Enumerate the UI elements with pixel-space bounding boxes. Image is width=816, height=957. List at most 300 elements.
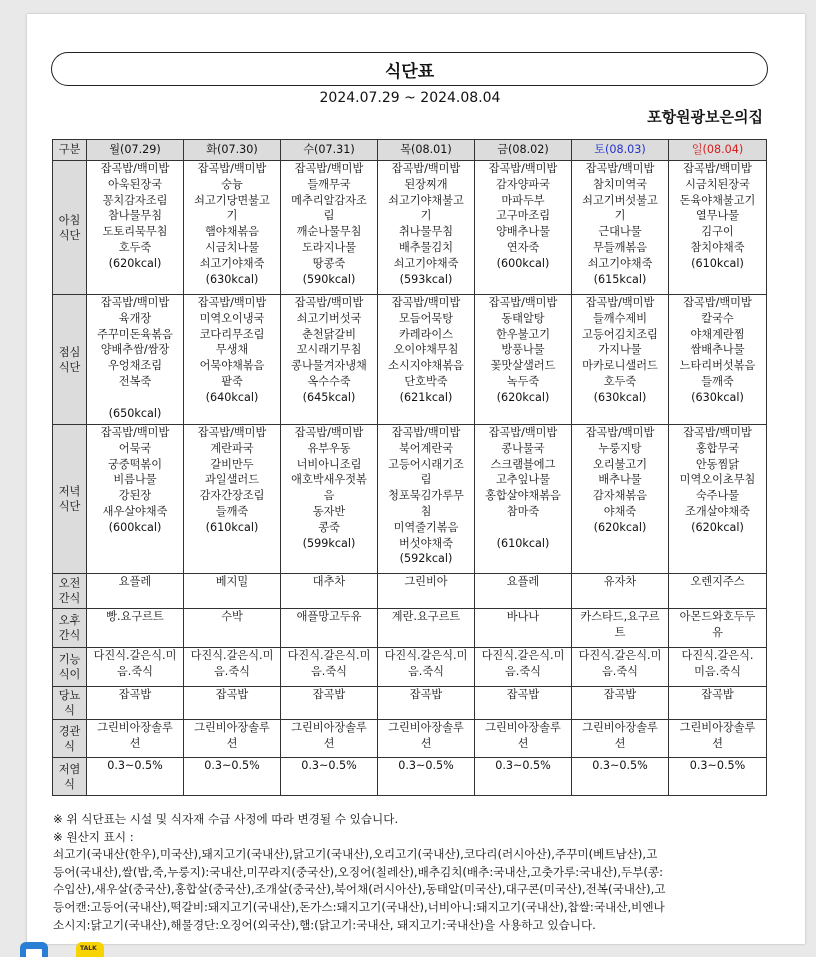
menu-item-line: 쌈배추나물 (690, 343, 745, 357)
menu-item-line: 쇠고기야채죽 (587, 256, 653, 270)
menu-item-line: 배추나물 (598, 473, 642, 487)
menu-item-line: 감자간장조림 (199, 489, 265, 503)
lunch-menu-mon (87, 295, 184, 425)
pm-snack-fri (475, 609, 572, 648)
pm-snack-label-line: 간식 (58, 629, 81, 642)
menu-item-line: 참나물무침 (107, 209, 163, 223)
menu-item-line: 시금치나물 (204, 240, 260, 254)
menu-item-line: 방풍나물 (501, 343, 545, 357)
menu-item-line: 돈육야채불고기 (679, 193, 756, 207)
menu-item-line: 육개장 (118, 311, 152, 325)
origin-line: 등어(국내산),쌀(밥,죽,누룽지):국내산,미꾸라지(중국산),오징어(칠레산),배추김치(배추:국내산,고춧가루:국내산),두부(콩: (53, 864, 664, 879)
page-title (51, 52, 768, 86)
functional-diet-line: 미음.죽식 (694, 664, 741, 678)
functional-diet-line: 다진식.갈은식.미 (287, 649, 371, 662)
menu-item-line: 참치미역국 (592, 177, 648, 191)
functional-diet-line: 음.죽식 (408, 664, 444, 678)
menu-item-line: 버섯야채죽 (398, 536, 454, 550)
am-snack-line: 대추차 (312, 575, 346, 588)
low-salt-diet-line: 0.3~0.5% (107, 759, 163, 772)
tube-feeding-label (53, 720, 87, 758)
functional-diet-line: 다진식.갈은식.미 (384, 649, 468, 662)
menu-item-line: 애호박새우젓볶 (291, 473, 367, 487)
menu-item-line: 전복죽 (118, 374, 152, 388)
lunch-row (53, 295, 767, 425)
menu-item-line: 잡곡밥/백미밥 (683, 296, 752, 309)
menu-item-line: 홍합살야채볶음 (485, 489, 561, 503)
menu-item-line: 미역오이초무침 (679, 473, 756, 487)
pm-snack-label-line: 오후 (58, 614, 81, 627)
menu-item-line: 동태알탕 (501, 311, 545, 325)
menu-item-line: 메추리알감자조 (291, 193, 367, 207)
functional-diet-label-line: 식이 (58, 668, 81, 681)
breakfast-menu-thu (378, 161, 475, 295)
functional-diet-line: 음.죽식 (117, 664, 153, 678)
menu-item-line: 가지나물 (598, 343, 642, 357)
functional-diet-row (53, 648, 767, 687)
lunch-menu-wed (281, 295, 378, 425)
menu-item-line: 스크램블에그 (490, 457, 556, 471)
low-salt-diet-line: 0.3~0.5% (495, 759, 551, 772)
tube-feeding-sun (669, 720, 767, 758)
functional-diet-line: 다진식.갈은식.미 (93, 649, 177, 662)
diabetic-diet-fri (475, 687, 572, 720)
menu-item-line: 유부우동 (307, 441, 351, 455)
menu-item-line: 감자양파국 (495, 177, 551, 191)
tube-feeding-label-line: 식 (64, 739, 75, 753)
dinner-menu-tue (184, 425, 281, 574)
pm-snack-line: 계란.요구르트 (391, 610, 461, 623)
low-salt-diet-label (53, 758, 87, 796)
menu-item-line: 연자죽 (506, 240, 540, 254)
lunch-label-line: 점심 (58, 345, 81, 359)
tube-feeding-line: 션 (420, 736, 432, 750)
tube-feeding-label-line: 경관 (58, 724, 81, 738)
menu-item-line: 잡곡밥/백미밥 (585, 162, 655, 175)
tube-feeding-line: 그린비아장솔루 (485, 721, 561, 734)
menu-item-line: 콩나물국 (501, 441, 545, 455)
origin-line: 수입산),새우살(중국산),홍합살(중국산),조개살(중국산),북어채(러시아산),동태알(미국산),대구콘(미국산),전복(국내산),고 (53, 882, 666, 897)
menu-item-line: (650kcal) (108, 406, 162, 420)
menu-item-line: 들깨죽 (701, 374, 734, 388)
diabetic-diet-label-line: 당뇨 (58, 689, 81, 702)
tube-feeding-row (53, 720, 767, 758)
am-snack-wed (281, 574, 378, 609)
menu-item-line: 녹두죽 (506, 374, 540, 388)
day-header-thu: 목(08.01) (378, 140, 475, 161)
functional-diet-tue (184, 648, 281, 687)
menu-item-line: (620kcal) (691, 520, 744, 534)
tube-feeding-line: 그린비아장솔루 (194, 721, 270, 734)
pm-snack-label (53, 609, 87, 648)
menu-item-line: (600kcal) (496, 256, 550, 270)
diabetic-diet-line: 잡곡밥 (603, 688, 637, 701)
header-row (53, 140, 767, 161)
menu-item-line: 햄야채볶음 (204, 225, 260, 239)
functional-diet-line: 다진식.갈은식. (681, 649, 754, 662)
diabetic-diet-sun (669, 687, 767, 720)
menu-item-line: 아욱된장국 (107, 177, 163, 191)
functional-diet-line: 음.죽식 (311, 664, 347, 678)
pm-snack-line: 유 (712, 625, 723, 639)
am-snack-line: 유자차 (603, 575, 637, 588)
diabetic-diet-line: 잡곡밥 (118, 688, 152, 701)
menu-item-line: 기 (614, 209, 626, 223)
functional-diet-line: 다진식.갈은식.미 (578, 649, 662, 662)
menu-item-line: (621kcal) (399, 390, 453, 404)
menu-item-line: 무들깨볶음 (592, 240, 648, 254)
am-snack-thu (378, 574, 475, 609)
document-page (27, 14, 805, 944)
menu-item-line: 양배추쌈/쌈장 (100, 343, 170, 357)
menu-item-line: 비름나물 (113, 473, 157, 487)
am-snack-mon (87, 574, 184, 609)
menu-item-line: 야채계란찜 (690, 327, 745, 341)
low-salt-diet-row (53, 758, 767, 796)
menu-item-line: (593kcal) (399, 272, 453, 286)
origin-info (53, 846, 771, 934)
menu-item-line: 잡곡밥/백미밥 (197, 426, 267, 439)
menu-item-line: 모듬어묵탕 (398, 311, 454, 325)
breakfast-row (53, 161, 767, 295)
menu-item-line: 시금치된장국 (685, 177, 750, 191)
day-header-tue: 화(07.30) (184, 140, 281, 161)
dinner-menu-mon (87, 425, 184, 574)
menu-item-line: 우엉채조림 (107, 359, 163, 373)
menu-item-line: 동자반 (312, 504, 346, 518)
menu-item-line: (610kcal) (496, 536, 550, 550)
menu-item-line (477, 520, 569, 536)
tube-feeding-line: 션 (712, 736, 723, 750)
diabetic-diet-line: 잡곡밥 (312, 688, 346, 701)
tube-feeding-sat (572, 720, 669, 758)
menu-item-line: 미역줄기볶음 (393, 520, 459, 534)
menu-item-line: 들깨무국 (307, 177, 351, 191)
am-snack-sat (572, 574, 669, 609)
tube-feeding-wed (281, 720, 378, 758)
corner-label: 구분 (53, 140, 87, 161)
menu-item-line: 꼬시래기무침 (296, 343, 362, 357)
menu-item-line: 오리불고기 (592, 457, 648, 471)
menu-item-line: 잡곡밥/백미밥 (294, 426, 364, 439)
menu-item-line: 고추잎나물 (495, 473, 551, 487)
menu-item-line: 소시지야채볶음 (388, 359, 464, 373)
menu-item-line: 쇠고기야채불고 (388, 193, 464, 207)
functional-diet-line: 다진식.갈은식.미 (481, 649, 565, 662)
menu-item-line: 잡곡밥/백미밥 (100, 162, 170, 175)
menu-item-line: 고구마조림 (495, 209, 551, 223)
am-snack-fri (475, 574, 572, 609)
dinner-menu-fri (475, 425, 572, 574)
breakfast-menu-fri (475, 161, 572, 295)
tube-feeding-tue (184, 720, 281, 758)
menu-item-line: 깨순나물무침 (296, 225, 362, 239)
menu-item-line: 청포묵김가루무 (388, 489, 464, 503)
menu-item-line: 감자채볶음 (592, 489, 648, 503)
origin-line: 등어캔:고등어(국내산),떡갈비:돼지고기(국내산),돈가스:돼지고기(국내산),너비아니:돼지고기(국내산),찹쌀:국내산,비엔나 (53, 899, 665, 914)
menu-item-line: 근대나물 (598, 225, 642, 239)
tube-feeding-line: 션 (614, 736, 626, 750)
taskbar (0, 940, 816, 957)
menu-item-line: 배추물김치 (398, 240, 454, 254)
menu-item-line: 도토리묵무침 (102, 225, 168, 239)
breakfast-label (53, 161, 87, 295)
breakfast-menu-tue (184, 161, 281, 295)
menu-item-line: 들깨수제비 (592, 311, 648, 325)
functional-diet-mon (87, 648, 184, 687)
menu-item-line: 계란파국 (210, 441, 254, 455)
tube-feeding-line: 그린비아장솔루 (582, 721, 658, 734)
menu-item-line: 조개살야채죽 (685, 504, 750, 518)
dinner-label-line: 식단 (58, 500, 81, 513)
date-range: 2024.07.29 ~ 2024.08.04 (319, 90, 501, 106)
menu-item-line: 꽁치감자조림 (102, 193, 168, 207)
pm-snack-row (53, 609, 767, 648)
diabetic-diet-line: 잡곡밥 (215, 688, 249, 701)
am-snack-line: 요플레 (506, 575, 540, 588)
pm-snack-thu (378, 609, 475, 648)
tube-feeding-line: 그린비아장솔루 (97, 721, 173, 734)
tube-feeding-line: 그린비아장솔루 (291, 721, 367, 734)
pm-snack-line: 애플망고두유 (296, 610, 362, 623)
lunch-menu-tue (184, 295, 281, 425)
day-header-wed: 수(07.31) (281, 140, 378, 161)
origin-line: 소시지:닭고기(국내산),해물경단:오징어(외국산),햄:(닭고기:국내산, 돼지고기:국내산)을 사용하고 있습니다. (53, 917, 596, 932)
menu-item-line: 주꾸미돈육볶음 (97, 327, 173, 341)
pm-snack-tue (184, 609, 281, 648)
breakfast-label-line: 식단 (58, 228, 81, 242)
menu-item-line: 호두죽 (603, 374, 637, 388)
breakfast-menu-wed (281, 161, 378, 295)
menu-item-line: 새우살야채죽 (102, 504, 168, 518)
diabetic-diet-mon (87, 687, 184, 720)
menu-item-line: 궁중떡볶이 (107, 457, 163, 471)
lunch-menu-sat (572, 295, 669, 425)
low-salt-diet-line: 0.3~0.5% (204, 759, 260, 772)
menu-item-line: 참치야채죽 (690, 240, 745, 254)
menu-item-line: 꽃맛살샐러드 (490, 359, 556, 373)
functional-diet-sat (572, 648, 669, 687)
menu-item-line: 도라지나물 (301, 240, 357, 254)
menu-item-line: 어묵국 (118, 441, 152, 455)
breakfast-label-line: 아침 (58, 213, 81, 227)
tube-feeding-line: 션 (129, 736, 141, 750)
menu-item-line: 코다리무조림 (199, 327, 265, 341)
menu-item-line: 열무나물 (695, 209, 740, 223)
low-salt-diet-sun (669, 758, 767, 796)
low-salt-diet-sat (572, 758, 669, 796)
menu-item-line: 강된장 (118, 489, 152, 503)
functional-diet-sun (669, 648, 767, 687)
organization-name: 포항원광보은의집 (647, 108, 763, 126)
functional-diet-fri (475, 648, 572, 687)
menu-item-line: 마파두부 (501, 193, 545, 207)
menu-item-line: (630kcal) (691, 390, 744, 404)
menu-item-line: 잡곡밥/백미밥 (100, 296, 170, 309)
lunch-menu-fri (475, 295, 572, 425)
dinner-label-line: 저녁 (58, 485, 81, 498)
diabetic-diet-thu (378, 687, 475, 720)
menu-item-line: (630kcal) (205, 272, 259, 286)
day-header-mon: 월(07.29) (87, 140, 184, 161)
menu-item-line: 미역오이냉국 (199, 311, 265, 325)
origin-heading: ※ 원산지 표시 : (53, 829, 134, 844)
low-salt-diet-mon (87, 758, 184, 796)
menu-item-line: 쇠고기야채죽 (199, 256, 265, 270)
am-snack-line: 요플레 (118, 575, 152, 588)
menu-item-line: 칼국수 (701, 311, 734, 325)
am-snack-sun (669, 574, 767, 609)
menu-item-line: (640kcal) (205, 390, 259, 404)
breakfast-menu-sat (572, 161, 669, 295)
low-salt-diet-thu (378, 758, 475, 796)
low-salt-diet-fri (475, 758, 572, 796)
menu-item-line: 쇠고기버섯국 (296, 311, 362, 325)
menu-item-line: 잡곡밥/백미밥 (488, 162, 558, 175)
tube-feeding-line: 션 (517, 736, 529, 750)
menu-item-line: 잡곡밥/백미밥 (294, 162, 364, 175)
tube-feeding-line: 션 (226, 736, 238, 750)
day-header-sat: 토(08.03) (572, 140, 669, 161)
am-snack-line: 오렌지주스 (690, 575, 745, 588)
menu-item-line: 춘천닭갈비 (301, 327, 357, 341)
origin-line: 쇠고기(국내산(한우),미국산),돼지고기(국내산),닭고기(국내산),오리고기(국내산),코다리(러시아산),주꾸미(베트남산),고 (53, 847, 658, 862)
change-notice: ※ 위 식단표는 시설 및 식자재 수급 사정에 따라 변경될 수 있습니다. (53, 812, 399, 826)
diabetic-diet-sat (572, 687, 669, 720)
menu-item-line: 취나물무침 (398, 225, 454, 239)
menu-item-line: (610kcal) (691, 256, 744, 270)
menu-item-line: 오이야채무침 (393, 343, 459, 357)
menu-item-line: 땅콩죽 (312, 256, 346, 270)
functional-diet-wed (281, 648, 378, 687)
dinner-label (53, 425, 87, 574)
pm-snack-line: 바나나 (506, 610, 540, 623)
tube-feeding-line: 그린비아장솔루 (679, 721, 756, 734)
tube-feeding-line: 션 (323, 736, 335, 750)
tube-feeding-fri (475, 720, 572, 758)
menu-item-line: (592kcal) (399, 552, 453, 566)
menu-item-line: 안동찜닭 (695, 457, 740, 471)
menu-item-line: 기 (420, 209, 432, 223)
low-salt-diet-wed (281, 758, 378, 796)
am-snack-label (53, 574, 87, 609)
menu-item-line: (600kcal) (108, 520, 162, 534)
low-salt-diet-line: 0.3~0.5% (592, 759, 648, 772)
diabetic-diet-line: 잡곡밥 (409, 688, 443, 701)
dinner-menu-sun (669, 425, 767, 574)
menu-item-line: 들깨죽 (215, 504, 249, 518)
menu-item-line: 북어계란국 (398, 441, 454, 455)
notes (53, 811, 771, 934)
functional-diet-line: 음.죽식 (214, 664, 250, 678)
menu-item-line: 림 (323, 209, 335, 223)
menu-item-line: 숙주나물 (695, 489, 740, 503)
menu-item-line: 카레라이스 (398, 327, 454, 341)
menu-item-line: 잡곡밥/백미밥 (488, 426, 558, 439)
lunch-menu-sun (669, 295, 767, 425)
menu-item-line: 잡곡밥/백미밥 (585, 296, 655, 309)
am-snack-line: 베지밀 (215, 575, 249, 588)
menu-item-line: 잡곡밥/백미밥 (585, 426, 655, 439)
pm-snack-line: 아몬드와호두두 (679, 610, 756, 623)
kakaotalk-icon[interactable]: TALK (76, 942, 104, 957)
menu-item-line: 갈비만두 (210, 457, 254, 471)
menu-item-line: 콩죽 (318, 520, 340, 534)
diabetic-diet-label (53, 687, 87, 720)
menu-item-line: 느타리버섯볶음 (679, 359, 756, 373)
pm-snack-mon (87, 609, 184, 648)
diabetic-diet-line: 잡곡밥 (701, 688, 734, 701)
menu-item-line: 야채죽 (603, 504, 637, 518)
am-snack-line: 그린비아 (404, 575, 448, 588)
pm-snack-wed (281, 609, 378, 648)
menu-item-line: 침 (420, 504, 432, 518)
menu-item-line: 된장찌개 (404, 177, 448, 191)
functional-diet-line: 다진식.갈은식.미 (190, 649, 274, 662)
low-salt-diet-label-line: 저염 (58, 762, 81, 776)
menu-item-line: 너비아니조림 (296, 457, 362, 471)
tube-feeding-thu (378, 720, 475, 758)
menu-item-line: (620kcal) (593, 520, 647, 534)
diabetic-diet-tue (184, 687, 281, 720)
menu-item-line: 마카로니샐러드 (582, 359, 658, 373)
menu-item-line: 림 (420, 473, 432, 487)
am-snack-tue (184, 574, 281, 609)
breakfast-menu-mon (87, 161, 184, 295)
mail-app-icon[interactable] (20, 942, 48, 957)
menu-item-line (89, 390, 181, 406)
menu-item-line: (620kcal) (496, 390, 550, 404)
menu-item-line: 양배추나물 (495, 225, 551, 239)
low-salt-diet-line: 0.3~0.5% (301, 759, 357, 772)
menu-item-line: 잡곡밥/백미밥 (488, 296, 558, 309)
low-salt-diet-line: 0.3~0.5% (689, 759, 746, 772)
pm-snack-line: 수박 (221, 610, 243, 623)
dinner-menu-sat (572, 425, 669, 574)
menu-item-line: 과일샐러드 (204, 473, 260, 487)
menu-table (52, 139, 767, 796)
menu-item-line: 기 (226, 209, 238, 223)
menu-item-line: (645kcal) (302, 390, 356, 404)
day-header-sun: 일(08.04) (669, 140, 767, 161)
menu-item-line: 잡곡밥/백미밥 (391, 426, 461, 439)
low-salt-diet-line: 0.3~0.5% (398, 759, 454, 772)
menu-item-line: 옥수수죽 (307, 374, 351, 388)
functional-diet-line: 음.죽식 (505, 664, 541, 678)
pm-snack-line: 트 (614, 625, 626, 639)
menu-item-line: 잡곡밥/백미밥 (391, 162, 461, 175)
menu-item-line: 잡곡밥/백미밥 (100, 426, 170, 439)
menu-item-line: (615kcal) (593, 272, 647, 286)
menu-item-line: 어묵야채볶음 (199, 359, 265, 373)
menu-item-line: 음 (323, 489, 335, 503)
am-snack-label-line: 오전 (58, 577, 81, 590)
functional-diet-thu (378, 648, 475, 687)
menu-item-line: 한우불고기 (495, 327, 551, 341)
menu-item-line: 잡곡밥/백미밥 (294, 296, 364, 309)
am-snack-row (53, 574, 767, 609)
menu-item-line: 쇠고기야채죽 (393, 256, 459, 270)
menu-item-line: 잡곡밥/백미밥 (197, 162, 267, 175)
menu-item-line: (599kcal) (302, 536, 356, 550)
tube-feeding-mon (87, 720, 184, 758)
menu-item-line: (610kcal) (205, 520, 259, 534)
diabetic-diet-label-line: 식 (64, 704, 75, 717)
menu-item-line: 잡곡밥/백미밥 (683, 162, 752, 175)
breakfast-menu-sun (669, 161, 767, 295)
functional-diet-label-line: 기능 (58, 653, 81, 666)
pm-snack-sat (572, 609, 669, 648)
